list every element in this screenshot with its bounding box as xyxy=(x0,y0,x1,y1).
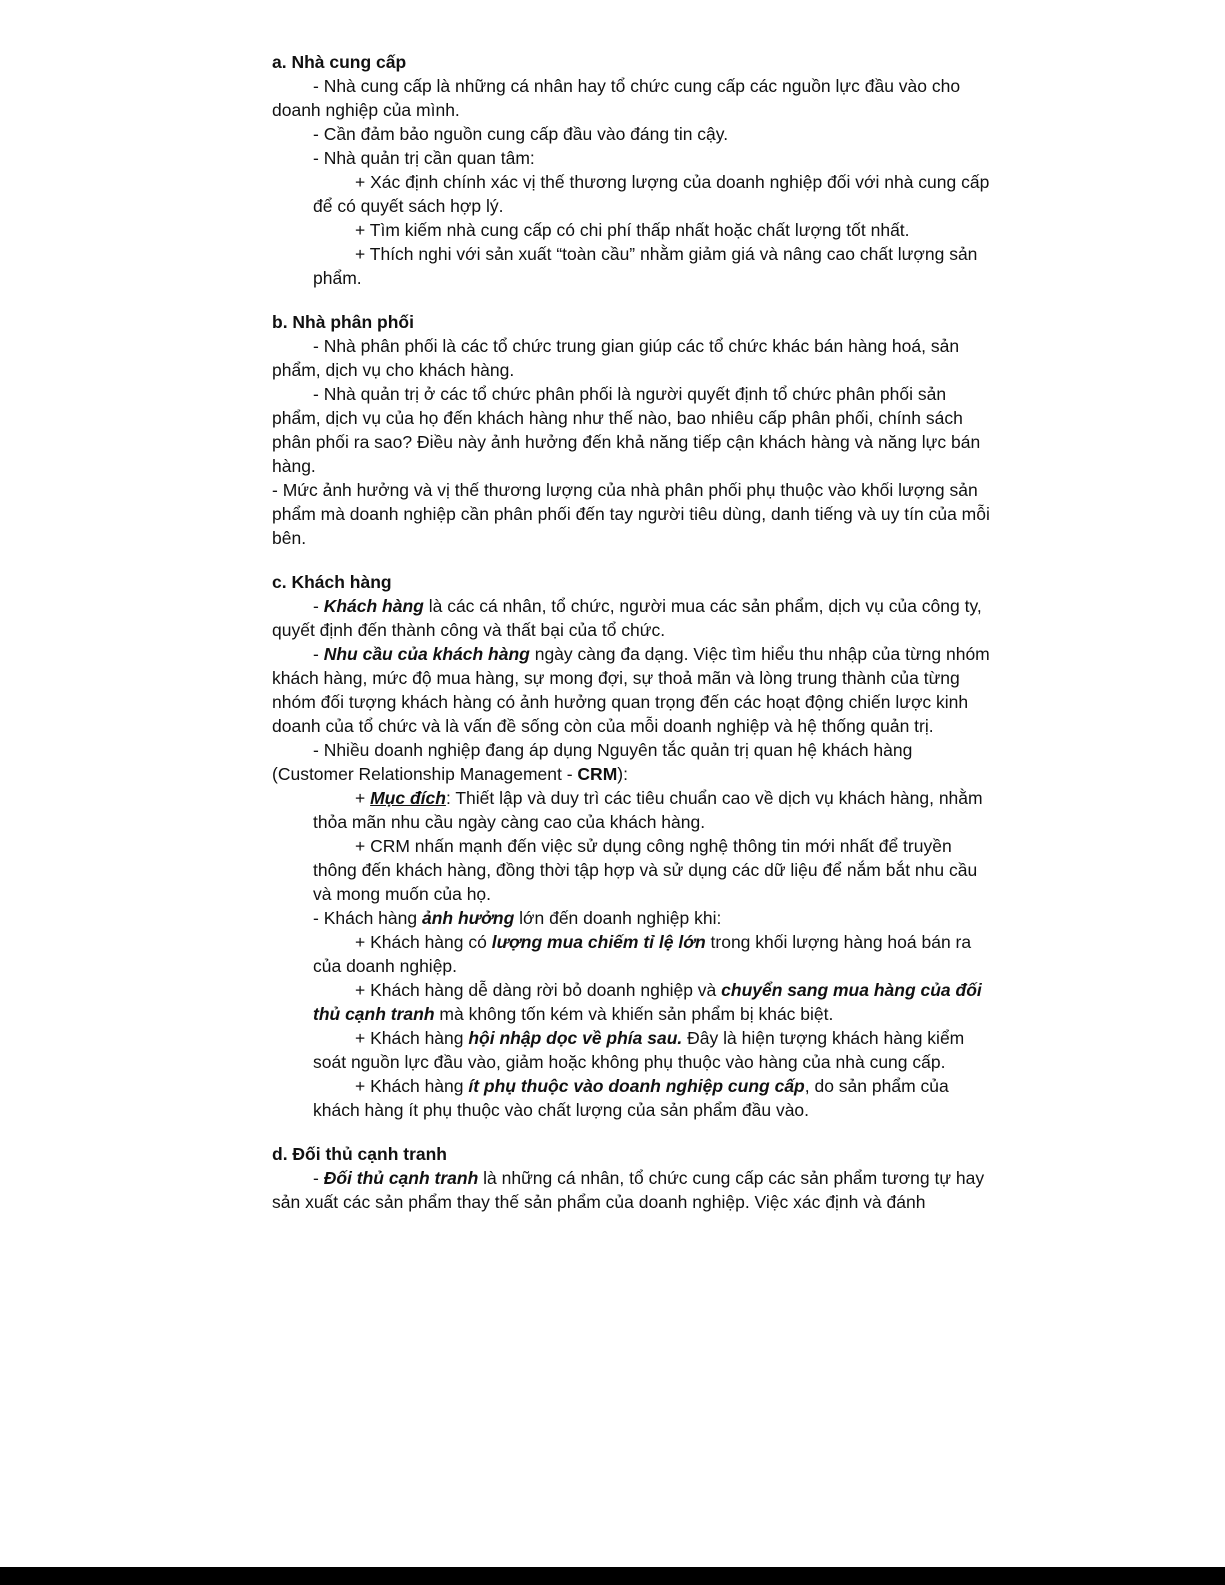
emphasis: Đối thủ cạnh tranh xyxy=(323,1168,479,1188)
paragraph: - Cần đảm bảo nguồn cung cấp đầu vào đáng tin cậy. xyxy=(313,124,729,144)
text: : Thiết lập và duy trì các tiêu chuẩn cao về dịch vụ khách hàng, nhằm thỏa mãn nhu cầu ngày càng cao của khách hàng. xyxy=(313,788,983,832)
section-heading: c. Khách hàng xyxy=(272,572,392,592)
text: + Khách hàng dễ dàng rời bỏ doanh nghiệp và xyxy=(355,980,722,1000)
paragraph: - Nhà phân phối là các tổ chức trung gian giúp các tổ chức khác bán hàng hoá, sản phẩm, dịch vụ cho khách hàng. xyxy=(272,336,960,380)
emphasis: CRM xyxy=(577,764,618,784)
sub-paragraph xyxy=(272,1074,992,1122)
sub-paragraph: + Xác định chính xác vị thế thương lượng của doanh nghiệp đối với nhà cung cấp để có quyết sách hợp lý. xyxy=(313,172,990,216)
emphasis: lượng mua chiếm tỉ lệ lớn xyxy=(491,932,706,952)
page-bottom-edge xyxy=(0,1567,1225,1585)
emphasis: Khách hàng xyxy=(323,596,424,616)
emphasis: ít phụ thuộc vào doanh nghiệp cung cấp xyxy=(468,1076,805,1096)
text: - xyxy=(313,1168,324,1188)
paragraph: - Nhà quản trị ở các tổ chức phân phối là người quyết định tổ chức phân phối sản phẩm, dịch vụ của họ đến khách hàng như thế nào, bao nhiêu cấp phân phối, chính sách phân phối ra sao? Điều này ảnh hưởng đến khả năng tiếp cận khách hàng và năng lực bán hàng. xyxy=(272,384,981,476)
paragraph: - Mức ảnh hưởng và vị thế thương lượng của nhà phân phối phụ thuộc vào khối lượng sản phẩm mà doanh nghiệp cần phân phối đến tay người tiêu dùng, danh tiếng và uy tín của mỗi bên. xyxy=(272,480,990,548)
paragraph xyxy=(272,642,992,738)
section-competitors xyxy=(272,1142,992,1214)
text: là những cá nhân, tổ chức cung cấp các sản phẩm tương tự hay sản xuất các sản phẩm thay thế sản phẩm của doanh nghiệp. Việc xác định và đánh xyxy=(272,1168,985,1212)
section-suppliers xyxy=(272,50,992,290)
section-heading: b. Nhà phân phối xyxy=(272,312,414,332)
text: ngày càng đa dạng. Việc tìm hiểu thu nhập của từng nhóm khách hàng, mức độ mua hàng, sự mong đợi, sự thoả mãn và lòng trung thành của từng nhóm đối tượng khách hàng có ảnh hưởng quan trọng đến các hoạt động chiến lược kinh doanh của tổ chức và là vấn đề sống còn của mỗi doanh nghiệp và hệ thống quản trị. xyxy=(272,644,990,736)
sub-paragraph xyxy=(272,786,992,834)
text: - xyxy=(313,596,324,616)
paragraph: - Nhà cung cấp là những cá nhân hay tổ chức cung cấp các nguồn lực đầu vào cho doanh nghiệp của mình. xyxy=(272,76,961,120)
paragraph: - Nhà quản trị cần quan tâm: xyxy=(313,148,535,168)
text: + Khách hàng xyxy=(355,1076,469,1096)
text: + xyxy=(355,788,371,808)
sub-paragraph: + Tìm kiếm nhà cung cấp có chi phí thấp nhất hoặc chất lượng tốt nhất. xyxy=(355,220,910,240)
document-page xyxy=(272,50,992,1234)
sub-paragraph: + CRM nhấn mạnh đến việc sử dụng công nghệ thông tin mới nhất để truyền thông đến khách hàng, đồng thời tập hợp và sử dụng các dữ liệu để nắm bắt nhu cầu và mong muốn của họ. xyxy=(313,836,978,904)
section-heading: d. Đối thủ cạnh tranh xyxy=(272,1144,447,1164)
sub-paragraph xyxy=(272,930,992,978)
text: , do sản phẩm của khách hàng ít phụ thuộc vào chất lượng của sản phẩm đầu vào. xyxy=(313,1076,949,1120)
text: mà không tốn kém và khiến sản phẩm bị khác biệt. xyxy=(434,1004,834,1024)
emphasis: ảnh hưởng xyxy=(421,908,515,928)
paragraph xyxy=(272,906,992,930)
text: - xyxy=(313,644,324,664)
paragraph xyxy=(272,1166,992,1214)
text: ): xyxy=(617,764,628,784)
text: + Khách hàng có xyxy=(355,932,492,952)
sub-paragraph xyxy=(272,1026,992,1074)
section-heading: a. Nhà cung cấp xyxy=(272,52,407,72)
text: trong khối lượng hàng hoá bán ra của doanh nghiệp. xyxy=(313,932,972,976)
paragraph xyxy=(272,594,992,642)
text: - Khách hàng xyxy=(313,908,422,928)
sub-paragraph xyxy=(272,978,992,1026)
paragraph xyxy=(272,738,992,786)
text: là các cá nhân, tổ chức, người mua các sản phẩm, dịch vụ của công ty, quyết định đến thành công và thất bại của tổ chức. xyxy=(272,596,982,640)
emphasis: Nhu cầu của khách hàng xyxy=(323,644,530,664)
text: Đây là hiện tượng khách hàng kiểm soát nguồn lực đầu vào, giảm hoặc không phụ thuộc vào hàng của nhà cung cấp. xyxy=(313,1028,965,1072)
text: - Nhiều doanh nghiệp đang áp dụng Nguyên tắc quản trị quan hệ khách hàng (Customer Relationship Management - xyxy=(272,740,913,784)
section-customers xyxy=(272,570,992,1122)
emphasis: Mục đích xyxy=(370,788,446,808)
section-distributors xyxy=(272,310,992,550)
text: lớn đến doanh nghiệp khi: xyxy=(514,908,722,928)
emphasis: hội nhập dọc về phía sau. xyxy=(468,1028,683,1048)
emphasis: chuyển sang mua hàng của đối thủ cạnh tranh xyxy=(313,980,982,1024)
sub-paragraph: + Thích nghi với sản xuất “toàn cầu” nhằm giảm giá và nâng cao chất lượng sản phẩm. xyxy=(313,244,978,288)
text: + Khách hàng xyxy=(355,1028,469,1048)
